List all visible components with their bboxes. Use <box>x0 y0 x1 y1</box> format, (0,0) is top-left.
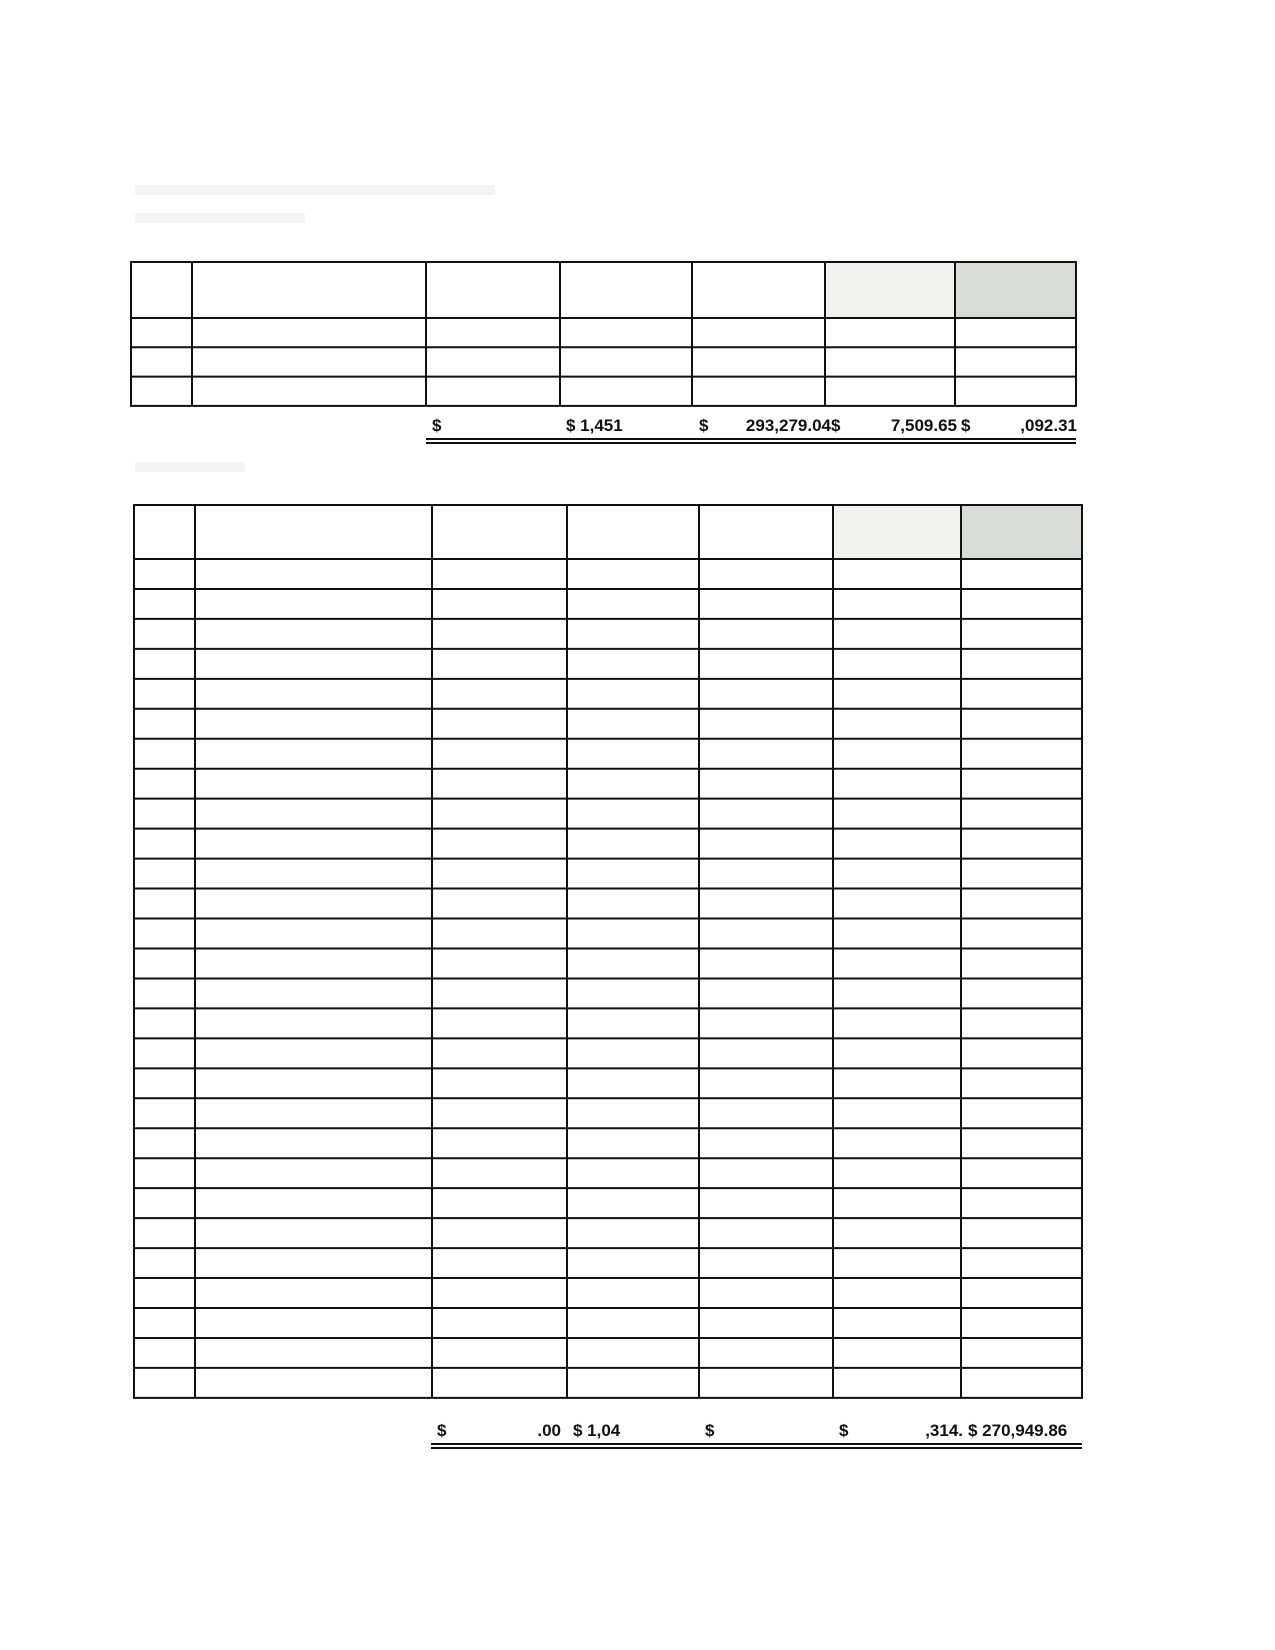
table-1-header-shade <box>825 262 955 318</box>
table-2-total-cell <box>705 1418 837 1444</box>
table-2-total-cell <box>968 1418 1093 1444</box>
total-amount: .00 <box>537 1421 561 1440</box>
table-1-total-cell <box>831 413 961 439</box>
dollar-sign: $ <box>432 416 442 435</box>
dollar-sign: $ <box>699 416 709 435</box>
total-amount: 7,509.65 <box>890 416 957 435</box>
total-amount: $ 270,949.86 <box>968 1421 1068 1440</box>
table-1-total-underline <box>426 438 1076 440</box>
total-amount: ,092.31 <box>1020 416 1077 435</box>
table-1-total-cell <box>566 413 698 439</box>
table-1-total-double-underline <box>426 442 1076 444</box>
total-amount: $ 1,451 <box>566 416 623 435</box>
dollar-sign: $ <box>839 1421 849 1440</box>
total-amount: 293,279.04 <box>745 416 831 435</box>
table-1-total-cell <box>699 413 831 439</box>
dollar-sign: $ <box>961 416 971 435</box>
table-2-total-cell <box>573 1418 705 1444</box>
table-2-total-cell <box>839 1418 963 1444</box>
table-2-total-double-underline <box>431 1447 1082 1449</box>
table-1-header-shade <box>955 262 1076 318</box>
table-2-frame <box>134 505 1082 1398</box>
dollar-sign: $ <box>705 1421 715 1440</box>
table-2-total-underline <box>431 1443 1082 1445</box>
table-1-total-cell <box>961 413 1083 439</box>
table-2-total-cell <box>437 1418 567 1444</box>
total-amount: ,314. <box>925 1421 963 1440</box>
table-2-header-shade <box>961 505 1082 559</box>
table-1-total-cell <box>432 413 560 439</box>
dollar-sign: $ <box>831 416 841 435</box>
total-amount: $ 1,04 <box>573 1421 621 1440</box>
dollar-sign: $ <box>437 1421 447 1440</box>
table-2-header-shade <box>833 505 961 559</box>
